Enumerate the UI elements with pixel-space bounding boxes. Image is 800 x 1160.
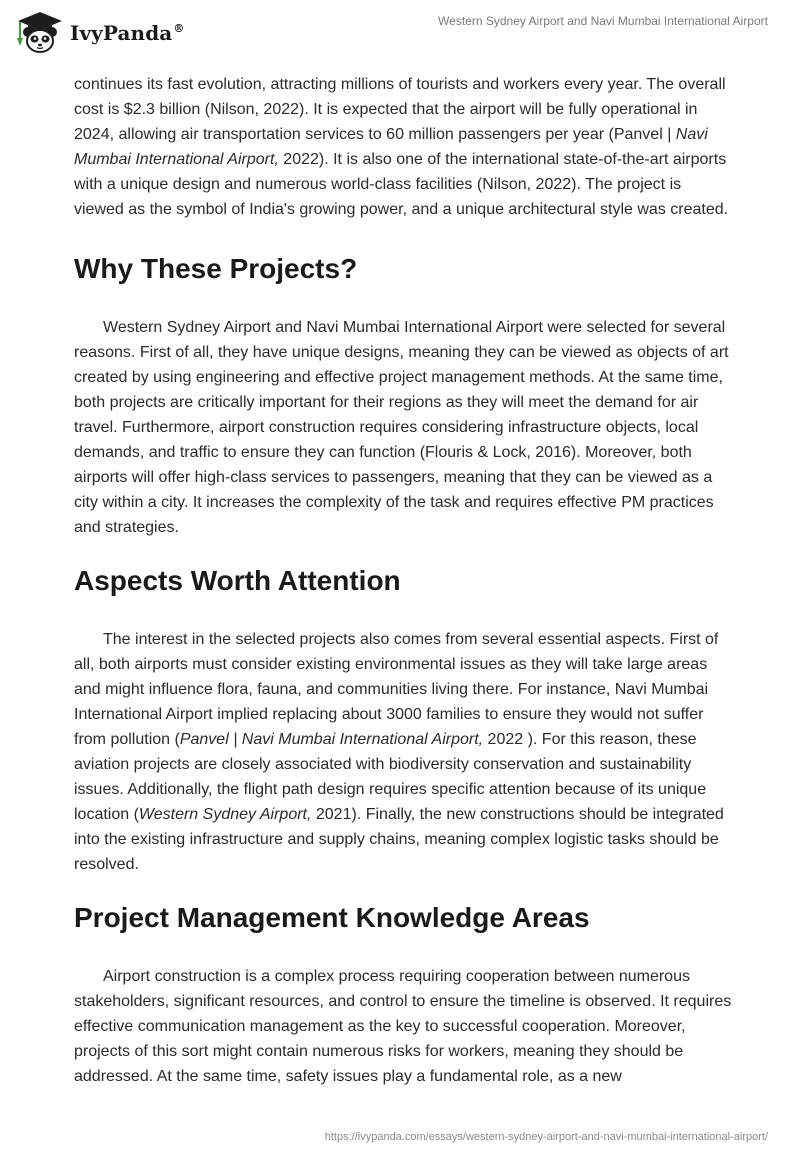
aspects-paragraph: The interest in the selected projects also comes from several essential aspects. First of all, both airports must consider existing environmental issues as they will take large areas and might influence flora, fauna, and communities living there. For instance, Navi Mumbai International Airport implied replacing about 3000 families to ensure they would not suffer from pollution (Panvel | Navi Mumbai International Airport, 2022 ). For this reason, these aviation projects are closely associated with biodiversity conservation and sustainability issues. Additionally, the flight path design requires specific attention because of its unique location (Western Sydney Airport, 2021). Finally, the new constructions should be integrated into the existing infrastructure and supply chains, meaning complex logistic tasks should be resolved. — [74, 631, 724, 873]
source-url[interactable]: https://ivypanda.com/essays/western-sydney-airport-and-navi-mumbai-international-airport/ — [324, 1131, 768, 1143]
brand-logo[interactable] — [14, 8, 184, 54]
essay-content — [74, 72, 734, 1089]
section-heading-aspects-worth-attention: Aspects Worth Attention — [74, 565, 401, 596]
section-heading-why-these-projects: Why These Projects? — [74, 253, 358, 284]
section-heading-pm-knowledge-areas: Project Management Knowledge Areas — [74, 902, 590, 933]
page-header — [0, 0, 800, 60]
registered-mark: ® — [173, 22, 185, 36]
pm-paragraph: Airport construction is a complex process requiring cooperation between numerous stakeholders, significant resources, and control to ensure the timeline is observed. It requires effective communication management as the key to successful cooperation. Moreover, projects of this sort might contain numerous risks for workers, meaning they should be addressed. At the same time, safety issues play a fundamental role, as a new — [74, 968, 732, 1085]
why-paragraph: Western Sydney Airport and Navi Mumbai International Airport were selected for several reasons. First of all, they have unique designs, meaning they can be viewed as objects of art created by using engineering and effective project management methods. At the same time, both projects are critically important for their regions as they will meet the demand for air travel. Furthermore, airport construction requires considering infrastructure objects, local demands, and traffic to ensure they can function (Flouris & Lock, 2016). Moreover, both airports will offer high-class services to passengers, meaning that they can be viewed as a city within a city. It increases the complexity of the task and requires effective PM practices and strategies. — [74, 319, 729, 536]
document-title: Western Sydney Airport and Navi Mumbai International Airport — [438, 14, 768, 28]
intro-paragraph: continues its fast evolution, attracting millions of tourists and workers every year. The overall cost is $2.3 billion (Nilson, 2022). It is expected that the airport will be fully operational in 2024, allowing air transportation services to 60 million passengers per year (Panvel | Navi Mumbai International Airport, 2022). It is also one of the international state-of-the-art airports with a unique design and numerous world-class facilities (Nilson, 2022). The project is viewed as the symbol of India's growing power, and a unique architectural style was created. — [74, 76, 729, 218]
panda-graduation-cap-icon — [14, 8, 64, 54]
brand-name: IvyPanda® — [70, 21, 185, 45]
